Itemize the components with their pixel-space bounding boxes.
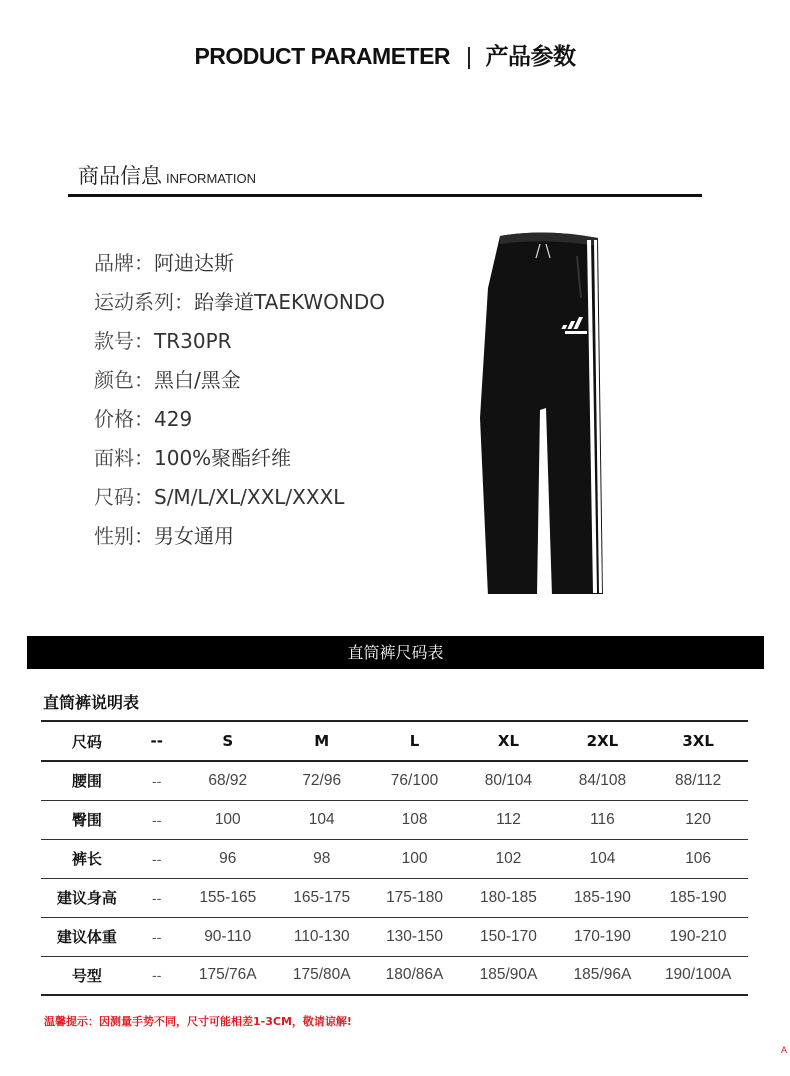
attr-value: TR30PR (154, 329, 232, 353)
header-cell: 尺码 (71, 732, 102, 751)
row-label: 臀围 (71, 811, 102, 829)
table-cell: 150-170 (480, 927, 537, 945)
table-row (41, 761, 748, 800)
table-cell: 68/92 (208, 771, 248, 789)
table-cell: 130-150 (386, 927, 443, 945)
table-cell: 100 (401, 849, 428, 867)
table-cell: 175-180 (386, 888, 443, 906)
page-title-cn: 产品参数 (485, 43, 576, 69)
attr-series (94, 286, 385, 325)
attr-brand (94, 247, 385, 286)
table-cell: 88/112 (674, 771, 722, 789)
table-cell: 175/80A (292, 966, 351, 984)
table-cell: 116 (590, 810, 615, 828)
product-attribute-list (94, 247, 385, 559)
attr-model (94, 325, 385, 364)
header-cell: -- (150, 732, 163, 750)
table-cell: -- (152, 850, 162, 867)
size-table-header-row (41, 721, 748, 761)
row-label: 裤长 (71, 850, 102, 868)
size-tip-note: 温馨提示：因测量手势不同，尺寸可能相差1-3CM，敬请谅解! (44, 1015, 352, 1028)
table-cell: 180/86A (385, 966, 444, 984)
attr-color (94, 364, 385, 403)
table-cell: 175/76A (198, 966, 257, 984)
attr-label: 运动系列： (94, 290, 194, 314)
attr-label: 颜色： (94, 368, 154, 392)
row-label: 腰围 (71, 772, 102, 791)
table-cell: 185-190 (573, 888, 631, 906)
table-cell: 104 (589, 849, 616, 867)
table-cell: 90-110 (204, 927, 252, 945)
header-cell: M (314, 732, 330, 750)
table-cell: 185-190 (669, 888, 727, 906)
table-cell: 170-190 (573, 927, 631, 945)
table-row (41, 917, 748, 956)
header-cell: XL (497, 732, 520, 750)
table-cell: 190-210 (669, 927, 727, 945)
header-cell: 2XL (586, 732, 619, 750)
attr-value: 100%聚酯纤维 (154, 446, 292, 470)
table-cell: 96 (219, 849, 237, 867)
table-cell: 100 (214, 810, 241, 828)
info-heading-cn: 商品信息 (78, 164, 162, 188)
attr-label: 款号： (94, 329, 154, 353)
table-cell: 108 (401, 810, 428, 828)
table-cell: -- (152, 889, 162, 906)
row-label: 号型 (71, 966, 102, 985)
table-cell: 104 (308, 810, 335, 828)
header-cell: 3XL (682, 732, 714, 750)
table-cell: 165-175 (293, 888, 351, 906)
attr-fabric (94, 442, 385, 481)
header-cell: L (409, 732, 420, 750)
attr-label: 尺码： (94, 485, 154, 509)
table-cell: -- (152, 811, 162, 828)
attr-size (94, 481, 385, 520)
table-cell: 76/100 (390, 771, 439, 789)
corner-mark: A (781, 1045, 788, 1055)
table-cell: 80/104 (484, 771, 533, 789)
info-heading-en: INFORMATION (166, 171, 257, 186)
attr-price (94, 403, 385, 442)
table-cell: 106 (685, 849, 712, 867)
page-title (0, 38, 770, 71)
table-cell: 110-130 (293, 927, 350, 945)
attr-label: 品牌： (94, 251, 154, 275)
title-separator: | (466, 43, 472, 69)
row-label: 建议身高 (56, 889, 117, 907)
info-section-heading (78, 160, 256, 190)
page-title-en: PRODUCT PARAMETER (194, 43, 451, 69)
table-row (41, 878, 748, 917)
size-table (41, 720, 748, 996)
table-cell: 102 (495, 849, 522, 867)
track-pants-image (470, 228, 620, 594)
table-row (41, 839, 748, 878)
row-label: 建议体重 (56, 928, 117, 946)
table-cell: 72/96 (302, 771, 342, 789)
attr-gender (94, 520, 385, 559)
attr-value: 男女通用 (154, 524, 234, 548)
table-cell: 155-165 (199, 888, 257, 906)
table-row (41, 956, 748, 995)
attr-label: 性别： (94, 524, 154, 548)
attr-value: 阿迪达斯 (154, 251, 234, 275)
table-cell: -- (152, 772, 162, 789)
table-cell: 185/90A (479, 966, 538, 984)
attr-value: 黑白/黑金 (154, 368, 241, 392)
attr-value: 429 (154, 407, 193, 431)
table-cell: 185/96A (573, 966, 632, 984)
size-chart-banner: 直筒裤尺码表 (27, 636, 764, 669)
header-cell: S (222, 732, 234, 750)
table-cell: 120 (685, 810, 712, 828)
table-cell: 180-185 (480, 888, 537, 906)
table-cell: 98 (313, 849, 331, 867)
table-cell: -- (152, 928, 162, 945)
pants-body (480, 232, 603, 594)
table-row (41, 800, 748, 839)
attr-value: 跆拳道TAEKWONDO (194, 290, 386, 314)
attr-label: 面料： (94, 446, 154, 470)
attr-value: S/M/L/XL/XXL/XXXL (154, 485, 345, 509)
table-cell: -- (152, 967, 162, 984)
table-cell: 112 (496, 810, 521, 828)
table-cell: 84/108 (578, 771, 627, 789)
table-cell: 190/100A (664, 966, 732, 984)
info-divider (68, 194, 702, 197)
attr-label: 价格： (94, 407, 154, 431)
size-table-caption: 直筒裤说明表 (43, 693, 140, 712)
